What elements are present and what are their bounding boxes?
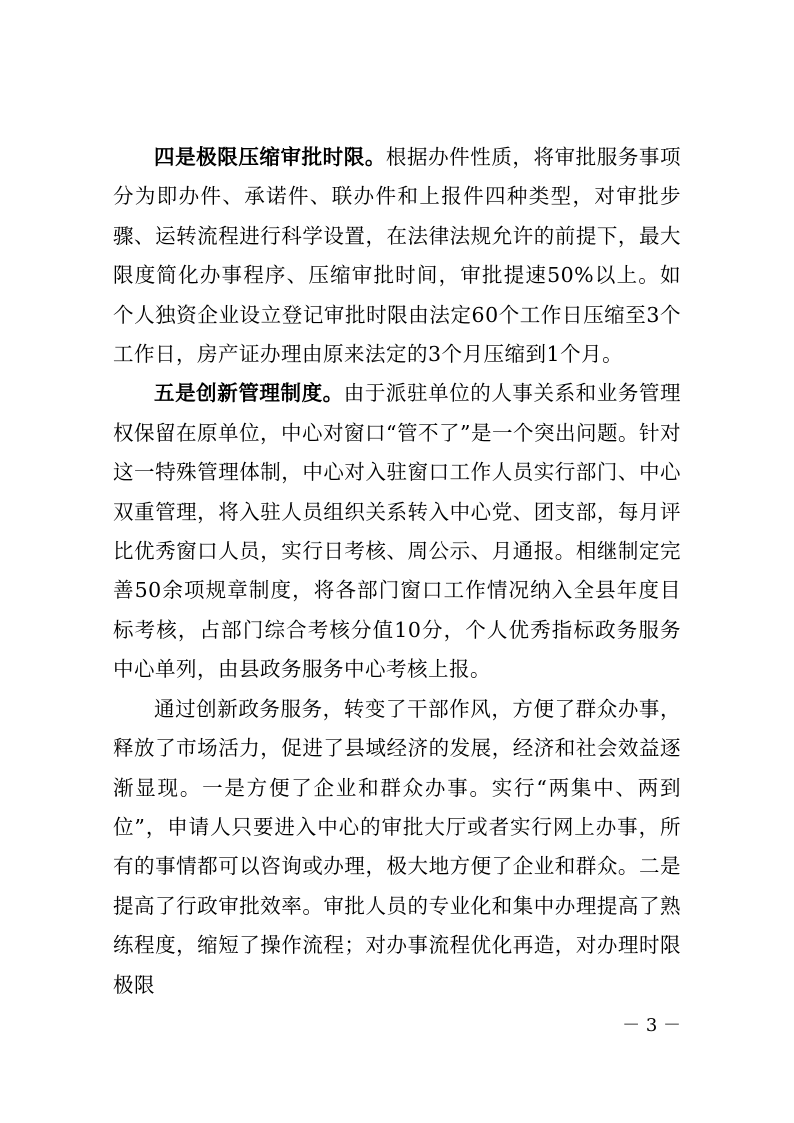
paragraph-innovate-management (113, 374, 681, 689)
paragraph-text: 由于派驻单位的人事关系和业务管理权保留在原单位，中心对窗口“管不了”是一个突出问题。针对这一特殊管理体制，中心对入驻窗口工作人员实行部门、中心双重管理，将入驻人员组织关系转入中心党、团支部，每月评比优秀窗口人员，实行日考核、周公示、月通报。相继制定完善50余项规章制度，将各部门窗口工作情况纳入全县年度目标考核，占部门综合考核分值10分，个人优秀指标政务服务中心单列，由县政务服务中心考核上报。 (113, 381, 681, 682)
paragraph-text: 根据办件性质，将审批服务事项分为即办件、承诺件、联办件和上报件四种类型，对审批步骤、运转流程进行科学设置，在法律法规允许的前提下，最大限度简化办事程序、压缩审批时间，审批提速50%以上。如个人独资企业设立登记审批时限由法定60个工作日压缩至3个工作日，房产证办理由原来法定的3个月压缩到1个月。 (113, 145, 682, 367)
paragraph-lead: 五是创新管理制度。 (154, 381, 344, 406)
paragraph-limit-approval-time (113, 138, 681, 374)
paragraph-results (113, 690, 681, 1005)
paragraph-lead: 四是极限压缩审批时限。 (154, 145, 386, 169)
paragraph-text: 通过创新政务服务，转变了干部作风，方便了群众办事，释放了市场活力，促进了县域经济的发展，经济和社会效益逐渐显现。一是方便了企业和群众办事。实行“两集中、两到位”，申请人只要进入中心的审批大厅或者实行网上办事，所有的事情都可以咨询或办理，极大地方便了企业和群众。二是提高了行政审批效率。审批人员的专业化和集中办理提高了熟练程度，缩短了操作流程；对办事流程优化再造，对办理时限极限 (113, 696, 681, 997)
document-body (113, 138, 681, 1005)
page-number: － 3 － (622, 1015, 681, 1036)
